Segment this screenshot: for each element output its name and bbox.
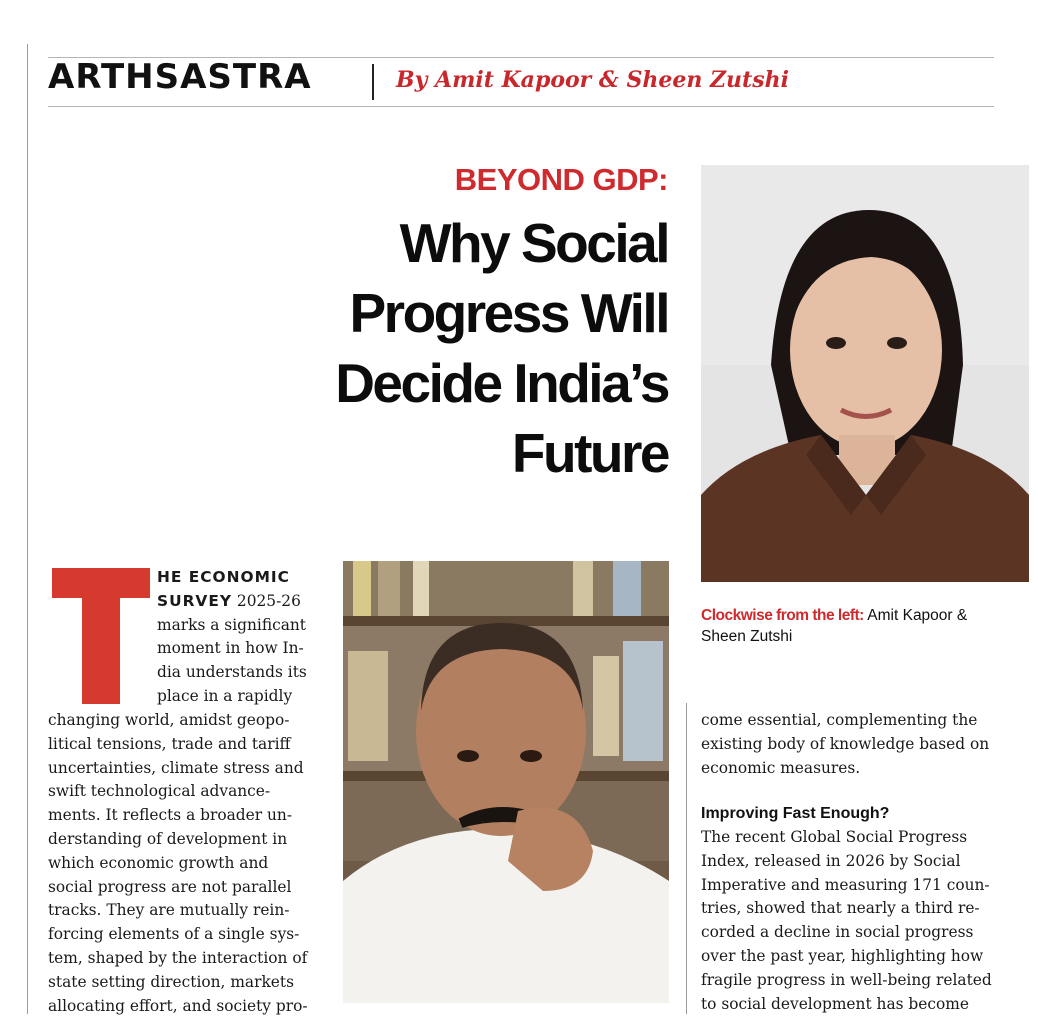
body-line: changing world, amidst geopo- [48, 711, 290, 729]
body-line: uncertainties, climate stress and [48, 758, 304, 777]
body-line: dia understands its [157, 663, 307, 682]
body-line: to social development has become [701, 994, 969, 1013]
body-line: derstanding of development in [48, 829, 288, 848]
body-line: Imperative and measuring 171 coun- [701, 875, 990, 894]
body-line: litical tensions, trade and tariff [48, 734, 291, 753]
article-body-column-3-top [701, 709, 989, 780]
body-line: tem, shaped by the interaction of [48, 948, 308, 967]
section-subhead: Improving Fast Enough? [701, 805, 890, 822]
article-body-lead [157, 566, 307, 709]
article-body-column-1 [48, 709, 308, 1018]
body-line: state setting direction, markets [48, 972, 294, 991]
body-line: SURVEY [157, 591, 233, 610]
body-line: tries, showed that nearly a third re- [701, 899, 980, 918]
article-kicker: BEYOND GDP: [454, 162, 668, 197]
section-title: ARTHSASTRA [48, 57, 312, 97]
body-line: corded a decline in social progress [701, 923, 974, 942]
body-line: ments. It reflects a broader un- [48, 806, 293, 825]
body-line: moment in how In- [157, 639, 304, 658]
body-line: existing body of knowledge based on [701, 734, 990, 753]
photo-caption [701, 605, 1001, 647]
body-line: 2025-26 [232, 591, 301, 610]
author-byline: By Amit Kapoor & Sheen Zutshi [396, 67, 789, 93]
author-photo-sheen-zutshi [701, 165, 1029, 582]
caption-text: Amit Kapoor & Sheen Zutshi [701, 607, 968, 645]
body-line: which economic growth and [48, 853, 269, 872]
body-line: swift technological advance- [48, 782, 271, 801]
headline-line: Why Social [399, 212, 668, 274]
headline-line: Future [511, 422, 668, 484]
masthead-bottom-rule [48, 106, 994, 107]
headline-line: Decide India’s [335, 352, 668, 414]
masthead-separator [372, 64, 374, 100]
article-body-column-3 [701, 826, 992, 1016]
article-headline [288, 208, 668, 488]
body-line: allocating effort, and society pro- [48, 996, 308, 1015]
body-line: Index, released in 2026 by Social [701, 851, 961, 870]
body-line: over the past year, highlighting how [701, 946, 984, 965]
body-line: forcing elements of a single sys- [48, 925, 300, 944]
body-line: tracks. They are mutually rein- [48, 901, 290, 920]
body-line: marks a significant [157, 615, 306, 634]
drop-cap [52, 568, 150, 704]
body-line: come essential, complementing the [701, 711, 978, 729]
page-left-rule [27, 44, 28, 1014]
caption-lead: Clockwise from the left: [701, 607, 864, 624]
body-line: place in a rapidly [157, 686, 293, 705]
headline-line: Progress Will [349, 282, 668, 344]
body-line: economic measures. [701, 758, 861, 777]
author-photo-amit-kapoor [343, 561, 669, 1003]
body-line: social progress are not parallel [48, 877, 292, 896]
body-line: fragile progress in well-being related [701, 970, 992, 989]
body-line: The recent Global Social Progress [701, 828, 968, 846]
column-rule [686, 703, 687, 1014]
body-line: HE ECONOMIC [157, 568, 290, 586]
